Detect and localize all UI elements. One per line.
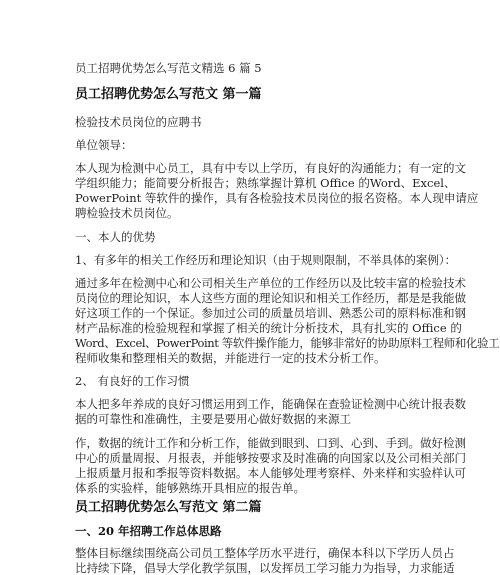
document-header: 员工招聘优势怎么写范文精选 6 篇 5 [75,61,262,75]
paragraph-line: 中心的质量周报、月报表，并能够按要求及时准确的向国家以及公司相关部门 [75,451,466,465]
paragraph-line: 据的可靠性和准确性，主要是要用心做好数据的来源工 [75,412,351,426]
list-item-1: 1、有多年的相关工作经历和理论知识（由于规则限制，不举具体的案例）： [75,253,457,267]
subheading-1: 一、20 年招聘工作总体思路 [75,524,222,538]
paragraph-line: 整体目标继续围绕高公司员工整体学历水平进行，确保本科以下学历人员占 [75,546,455,560]
letter-title: 检验技术员岗位的应聘书 [75,115,202,129]
paragraph-line: 材产品标准的检验规程和掌握了相关的统计分析技术，具有扎实的 Office 的 [75,321,462,335]
paragraph-line: 本人把多年养成的良好习惯运用到工作，能确保在查验证检测中心统计报表数 [75,397,466,411]
paragraph-line: 作，数据的统计工作和分析工作，能做到眼到、口到、心到、手到。做好检测 [75,436,466,450]
list-item-2: 2、 有良好的工作习惯 [75,374,190,388]
section-title-2: 员工招聘优势怎么写范文 第二篇 [75,500,262,515]
paragraph-line: 通过多年在检测中心和公司相关生产单位的工作经历以及比较丰富的检验技术 [75,276,466,290]
paragraph-line: 程师收集和整理相关的数据，并能进行一定的技术分析工作。 [75,351,386,365]
paragraph-line: Word、Excel、PowerPoint 等软件操作能力，能够非常好的协助原料工程师和化验工 [75,336,500,350]
paragraph-line: 好这项工作的一个保证。参加过公司的质量员培训、熟悉公司的原料标准和钢 [75,306,466,320]
heading-advantages: 一、本人的优势 [75,230,156,244]
paragraph-line: 学组织能力；能简要分析报告；熟练掌握计算机 Office 的Word、Excel、 [75,176,456,190]
section-title-1: 员工招聘优势怎么写范文 第一篇 [75,87,262,102]
paragraph-line: PowerPoint 等软件的操作，具有各检验技术员岗位的报名资格。本人现申请应 [75,191,479,205]
salutation: 单位领导： [75,138,133,152]
paragraph-line: 聘检验技术员岗位。 [75,206,179,220]
paragraph-line: 本人现为检测中心员工，具有中专以上学历，有良好的沟通能力；有一定的文 [75,161,466,175]
paragraph-line: 员岗位的理论知识，本人这些方面的理论知识和相关工作经历，都是是我能做 [75,291,466,305]
paragraph-line: 体系的实验样，能够熟练开具相应的报告单。 [75,481,305,495]
paragraph-line: 比持续下降，倡导大学化教学氛围，以发挥员工学习能力为指导，力求能适 [75,561,455,575]
paragraph-line: 上报质量月报和季报等资料数据。本人能够处理考察样、外来样和实验样认可 [75,466,466,480]
